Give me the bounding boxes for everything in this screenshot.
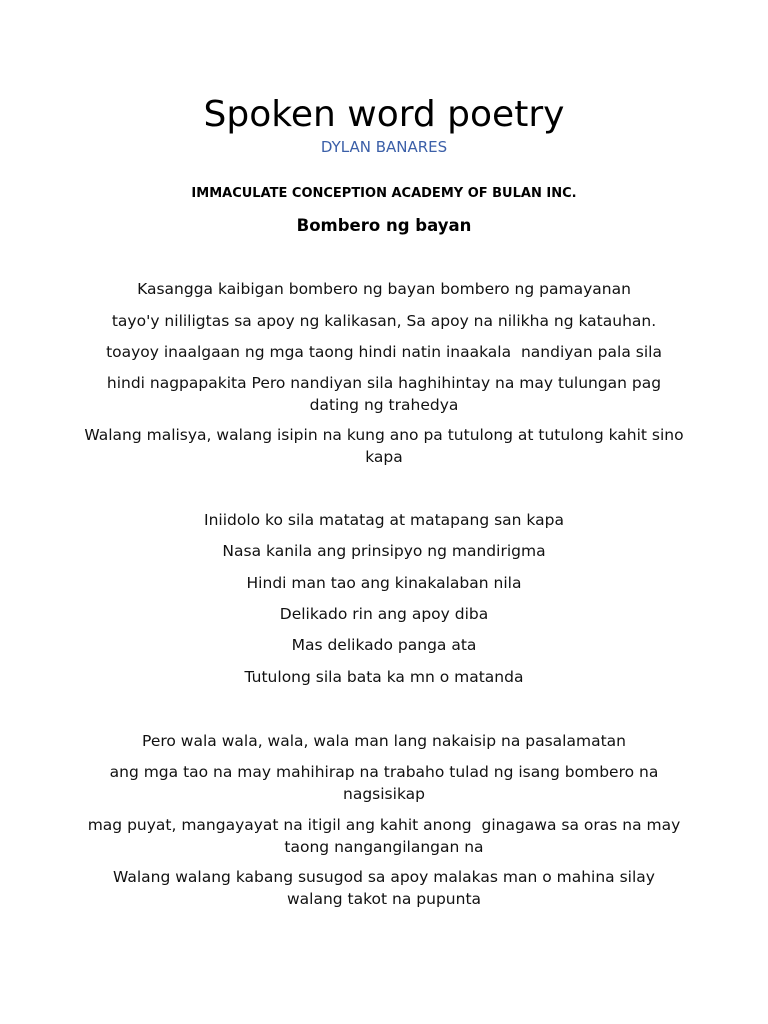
poem-line: Walang walang kabang susugod sa apoy malakas man o mahina silay walang takot na pupunta — [113, 868, 660, 908]
poem-line: toayoy inaalgaan ng mga taong hindi natin inaakala nandiyan pala sila — [106, 343, 662, 361]
poem-line: ang mga tao na may mahihirap na trabaho tulad ng isang bombero na nagsisikap — [109, 763, 664, 803]
poem-title: Bombero ng bayan — [296, 216, 472, 235]
poem-line: Pero wala wala, wala, wala man lang nakaisip na pasalamatan — [142, 732, 626, 750]
poem-line: tayo'y nililigtas sa apoy ng kalikasan, Sa apoy na nilikha ng katauhan. — [111, 312, 657, 330]
author-name: DYLAN BANARES — [320, 138, 448, 156]
poem-line: Nasa kanila ang prinsipyo ng mandirigma — [222, 542, 546, 560]
document-title: Spoken word poetry — [203, 94, 565, 135]
school-name: IMMACULATE CONCEPTION ACADEMY OF BULAN INC. — [191, 186, 577, 201]
poem-line: Mas delikado panga ata — [291, 636, 477, 654]
poem-line: Delikado rin ang apoy diba — [279, 605, 489, 623]
poem-line: hindi nagpapakita Pero nandiyan sila haghihintay na may tulungan pag dating ng trahedya — [106, 374, 667, 414]
poem-line: Kasangga kaibigan bombero ng bayan bombero ng pamayanan — [137, 280, 631, 298]
poem-line: Hindi man tao ang kinakalaban nila — [246, 574, 522, 592]
poem-line: mag puyat, mangayayat na itigil ang kahit anong ginagawa sa oras na may taong nangangilangan na — [87, 816, 686, 856]
poem-line: Iniidolo ko sila matatag at matapang san kapa — [204, 511, 564, 529]
poem-line: Walang malisya, walang isipin na kung ano pa tutulong at tutulong kahit sino kapa — [84, 426, 689, 466]
poem-line: Tutulong sila bata ka mn o matanda — [244, 668, 524, 686]
